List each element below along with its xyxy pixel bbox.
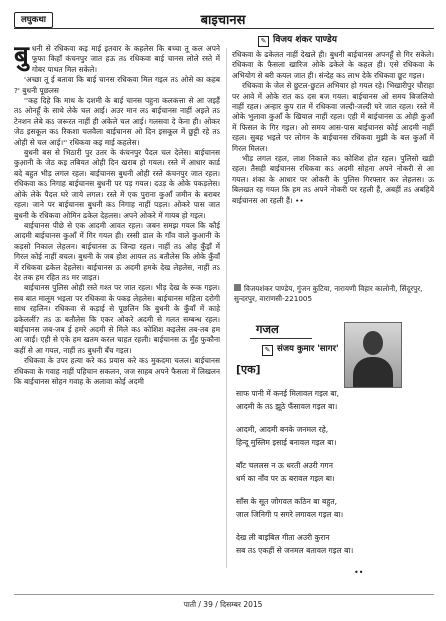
ghazal-author [262,343,339,356]
story-paragraph: 'अच्छा तू ई बतावा कि बाई चानस रधिकवा मिल गइल तऽ ओसे का कहब ?' बुधनी पूछलस [14,75,220,95]
story-paragraph: रधिकवा के उपर हत्या करे कऽ प्रयास करे कऽ मुकदमा चलल। बाईचानस रधिकवा के गवाह नाहीं पहिचान सकलन, जज साहब अपने फैसला में लिखलन कि बाईचानस सोहन गवाह के अलावा कोई अदमी [14,356,220,386]
photo-body [353,357,393,387]
story-paragraph: ''कह दिहे कि माथ के दशमी के बाई चानस पहुना कलकत्ता से आ जइहैं तऽ ओनहूँ के साथे लेके चल आई। अउर मान लऽ बाईचानस नाहीं अइले तऽ टेनशन लेबे कऽ जरूरत नाहीं ही अकेले चल आई। गलसवा दे केना ही। ओकर जेठ इसकूल कऽ रिकशा चलवैला बाईचानस ओ दिन इसकूल में छुट्टी रहे तऽ ओही से चल आई।'' रधिकवा कइ माई कहलेस। [14,96,220,147]
sher-line: जाल जिनिगी प सगरे लगावल गइल बा। [236,509,344,519]
author-address [234,284,432,304]
sher-line: बाँट चललस न ऊ धरती अउरी गगन [236,461,333,470]
header-rule [14,28,434,29]
pen-icon: ✎ [262,345,273,356]
ghazal-sher [236,424,436,449]
ghazal-sher [236,532,436,557]
story-paragraph: बुधनी बस से भिठारी पुर उतर के कंचनपुर पैदल चल देलेस। बाईचानस कुआ़नी के जेठ कइ तबियत ओही दिन खराब हो गयल। रस्ते में आधार कार्ड बदे बहुत भीड़ लगल रहल। बाईचानस बुधनी ओही रस्ते कंचनपुर जात रहल। रधिकवा कऽ निगाह बाईचानस बुधनी पर पड़ गयल। दउड़ के ओके पकड़लेस। ओके लेके पैदल घरे जाये लगल। रस्ते में एक पुराना कुआँ जमीन के बराबर रहल। जाने पर बाईचानस बुधनी कऽ निगाह नाहीं पड़ल। ओकरे पास जात बुधनी के रधिकवा ओमिन ढकेल देहलस। अपने ओकरे में गायब हो गइल। [14,148,220,220]
story-paragraph: धनी से रधिकवा कइ माई इतवार के कहलेस कि बच्चा तू कल अपने फूफा किहाँ कंचनपुर जात हऊ तऽ रधिकवा बाई चानस लोले रस्ते में गोबर पाथत मिल सकेले। [31,44,220,74]
story-paragraph: रधिकवा के जेल से छुटल-छुटल अभियार हो गयल रहे। भिखारीपुर चौराहा पर आवे में ओके रात कऽ दस बज गयल। बाईचानस ओ समय बिजलियो नाहीं रहल। अन्हार कुप रात में रधिकवा जल्दी-जल्दी घरे जात रहल। रस्ते में ओके भुलावा कुआँ के खियाल नाहीं रहल। एही में बाईचानस ऊ ओही कुआँ में फिसल के गिर गइल। ओ समय आस-पास बाईचानस कोई आदमी नाहीं रहल। सुबह भइले पर लोगन के बाईचानस रधिकवा मुझी के बल कुआँ में गिरल मिलल। [232,81,434,153]
story-right-column [232,50,434,278]
page-footer: पाती / 39 / दिसम्बर 2015 [183,600,263,609]
story-paragraph: भीड़ लगल रहल, लाश निकाले कऽ कोशिश होत रहल। पुलिसो खड़ी रहल। तैसही बाईचानस रधिकवा कऽ अदमी सोहना अपने नोकरी से आ गयल। शंका के आधार पर ओकरी के पुलिस गिरफ्तार कर लेहलस। ऊ बिलखत रह गयल कि हम तऽ अपने नोकरी पर रहली हैं, अबहीं तऽ अबहियें बाईचानस आ रहली हैं। •• [232,154,434,205]
ghazal-subheading: [एक] [236,363,261,376]
story-paragraph: बाईचानस पुलिस ओही रस्ते गश्त पर जात रहल। भीड़ देख के रूक गइल। सब बात मालूम भइला पर रधिकवा के पकड़ लेहलेस। बाईचानस महिला दरोगी साथ रहलिन। रधिकवा से कड़ाई से पूछलिन कि बुधनी के कुँवाँ में काहे ढकेललीं? तऽ ऊ बतौलेस कि एकर ओकरे अदमी से गलत सम्बन्ध रहल। बाईचानस जब-जब ई हमरे अदमी से मिले कऽ कोशिश कइलेस तब-तब हम आ जाईं। एही से एके हम खतम करल चाहत रहली। बाईचानस ऊ मुँह फुकौना कहीं से आ गयल, नाहीं तऽ बुधनी बँच गइल। [14,283,220,355]
author-address-text: विजयशंकर पाण्डेय, गुंजन कुटिया, नारायणी विहार कालोनी, सिंदूरपुर, सुन्दरपुर, वाराणसी-221005 [234,284,423,303]
sher-line: साफ पानी में कनई मिलावल गइल बा, [236,389,340,398]
sher-line: आदमी के तऽ झूठे फँसावल गइल बा। [236,401,338,411]
footer-rule [14,594,434,595]
sher-line: सब तऽ एकहीं से जनमल बतावल गइल बा। [236,545,354,555]
pen-icon: ✎ [258,36,269,47]
address-icon [234,284,241,291]
section-tag: लघुकथा [14,12,53,28]
story-paragraph: रधिकवा के ढकेलत नाहीं देखले ही। बुधनी बाईचानस अपनहूँ से गिर सकेले। रधिकवा के फैसला खारिज ओके ढकेले के कहल ही। एसे रधिकवा के अभियोग से बरी कयल जात ही। संन्देह कऽ लाभ देके रधिकवा छूट गइल। [232,50,434,80]
story-title: बाइचानस [200,13,246,28]
sher-line: धर्म का नाँव पर ऊ बरावल गइल बा। [236,473,335,483]
ghazal-heading-rule [250,338,312,339]
sher-line: साँस के सूत जोगवल कठिन बा बहुत, [236,497,338,506]
sher-line: देख ली बाइबिल गीता अउरी कुरान [236,533,330,542]
ghazal-sher [236,496,436,521]
ghazal-sher [236,388,436,413]
sher-line: आदमी, आदमी बनके जनमल रहे, [236,425,329,434]
photo-head [363,331,383,355]
ghazal-author-name: संजय कुमार 'सागर' [277,344,339,354]
sher-line: हिन्दू मुस्लिम इसाई बनावल गइल बा। [236,437,337,447]
end-mark: •• [354,568,364,577]
story-left-column [14,44,220,564]
drop-cap: बु [14,44,29,71]
ghazal-heading: गजल [256,322,279,336]
ghazal-sher [236,460,436,485]
story-author [258,32,337,47]
story-author-name: विजय शंकर पाण्डेय [273,35,337,45]
author-photo [344,322,402,388]
story-paragraph: बाईचानस पीछे से एक आदमी आवत रहल। जबन समझ गयल कि कौई आदमी बाईचानस कुआँ में गिर गयल ही। रस्सी डाल के गाँव वाले कुआनी के कड़सो निकाल लेहलन। बाईचानस ऊ जिन्दा रहल। नाहीं तऽ ओह कुँइाँ में गिरल कोई नाहीं बचल। बुधनी के जब होश आयल तऽ बतौलेस कि ओके कुँवाँ में रधिकवा ढकेल देहलेस। बाईचानस ऊ अदमी हमके देख लेहलेस, नाहीं तऽ देर तक हम रहित तऽ मर जाइत। [14,220,220,282]
column-divider [226,48,227,568]
